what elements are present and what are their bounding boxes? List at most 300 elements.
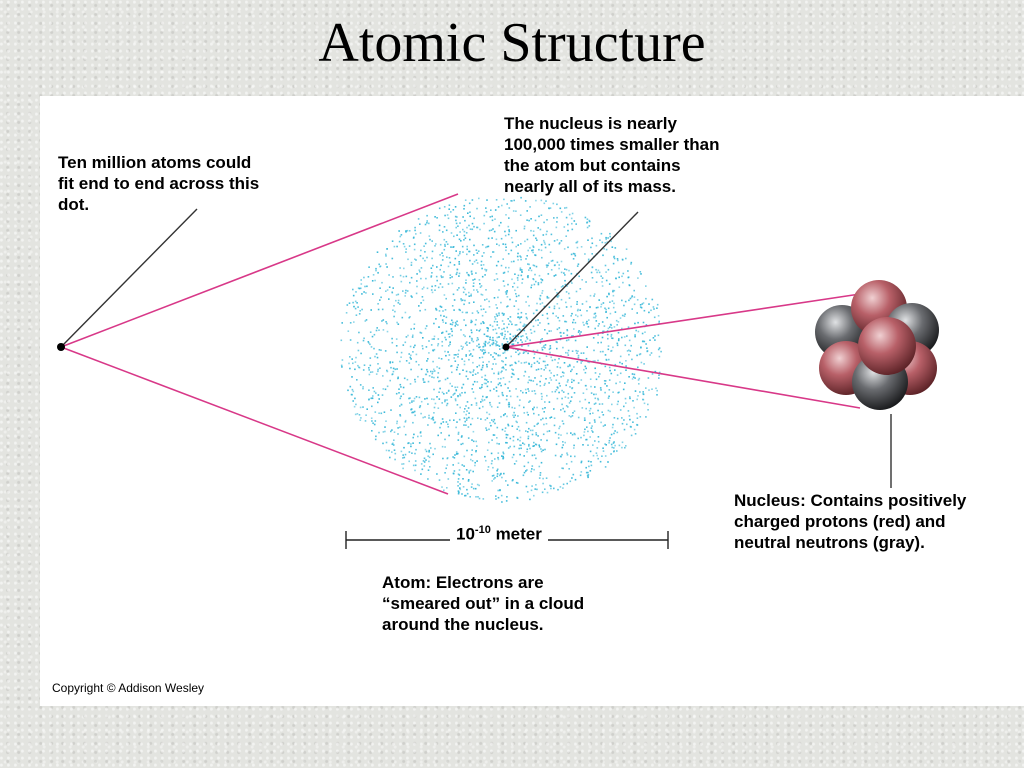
electron-dot	[514, 415, 516, 417]
electron-dot	[599, 239, 601, 241]
electron-dot	[390, 367, 392, 369]
electron-dot	[394, 431, 396, 433]
electron-dot	[528, 390, 530, 392]
electron-dot	[513, 416, 515, 418]
electron-dot	[437, 345, 439, 347]
electron-dot	[596, 272, 598, 274]
electron-dot	[486, 366, 488, 368]
electron-dot	[586, 389, 588, 391]
electron-dot	[351, 376, 353, 378]
electron-dot	[463, 292, 465, 294]
electron-dot	[471, 320, 473, 322]
electron-dot	[569, 386, 571, 388]
electron-dot	[396, 345, 398, 347]
electron-dot	[584, 417, 586, 419]
electron-dot	[628, 326, 630, 328]
electron-dot	[582, 322, 584, 324]
electron-dot	[532, 408, 534, 410]
electron-dot	[515, 363, 517, 365]
electron-dot	[637, 277, 639, 279]
electron-dot	[493, 434, 495, 436]
electron-dot	[443, 393, 445, 395]
electron-dot	[582, 303, 584, 305]
electron-dot	[617, 343, 619, 345]
electron-dot	[467, 378, 469, 380]
electron-dot	[605, 455, 607, 457]
electron-dot	[589, 422, 591, 424]
electron-dot	[575, 255, 577, 257]
electron-dot	[497, 473, 499, 475]
electron-dot	[566, 217, 568, 219]
electron-dot	[465, 355, 467, 357]
electron-dot	[357, 306, 359, 308]
electron-dot	[418, 305, 420, 307]
electron-dot	[515, 351, 517, 353]
electron-dot	[625, 398, 627, 400]
electron-dot	[373, 274, 375, 276]
electron-dot	[531, 468, 533, 470]
electron-dot	[416, 293, 418, 295]
electron-dot	[575, 223, 577, 225]
electron-dot	[617, 401, 619, 403]
electron-dot	[360, 417, 362, 419]
electron-dot	[505, 235, 507, 237]
electron-dot	[524, 324, 526, 326]
electron-dot	[385, 263, 387, 265]
electron-dot	[399, 303, 401, 305]
electron-dot	[557, 239, 559, 241]
electron-dot	[527, 275, 529, 277]
electron-dot	[466, 469, 468, 471]
electron-dot	[486, 199, 488, 201]
electron-dot	[455, 227, 457, 229]
electron-dot	[455, 427, 457, 429]
electron-dot	[451, 276, 453, 278]
electron-dot	[407, 443, 409, 445]
electron-dot	[443, 271, 445, 273]
electron-dot	[534, 331, 536, 333]
electron-dot	[472, 371, 474, 373]
electron-dot	[470, 295, 472, 297]
electron-dot	[405, 292, 407, 294]
electron-dot	[560, 208, 562, 210]
electron-dot	[498, 396, 500, 398]
electron-dot	[457, 324, 459, 326]
electron-dot	[602, 403, 604, 405]
electron-dot	[498, 336, 500, 338]
electron-dot	[424, 398, 426, 400]
electron-dot	[414, 227, 416, 229]
electron-dot	[617, 345, 619, 347]
electron-dot	[366, 286, 368, 288]
electron-dot	[529, 448, 531, 450]
electron-dot	[533, 246, 535, 248]
electron-dot	[595, 394, 597, 396]
electron-dot	[475, 441, 477, 443]
electron-dot	[437, 435, 439, 437]
electron-dot	[400, 236, 402, 238]
electron-dot	[542, 478, 544, 480]
electron-dot	[514, 283, 516, 285]
electron-dot	[518, 448, 520, 450]
electron-dot	[543, 234, 545, 236]
electron-dot	[590, 451, 592, 453]
electron-dot	[452, 394, 454, 396]
electron-dot	[429, 235, 431, 237]
electron-dot	[545, 418, 547, 420]
electron-dot	[362, 406, 364, 408]
electron-dot	[539, 446, 541, 448]
electron-dot	[562, 447, 564, 449]
electron-dot	[556, 217, 558, 219]
electron-dot	[600, 351, 602, 353]
electron-dot	[577, 310, 579, 312]
electron-dot	[444, 401, 446, 403]
electron-dot	[460, 298, 462, 300]
electron-dot	[557, 329, 559, 331]
electron-dot	[372, 280, 374, 282]
electron-dot	[601, 411, 603, 413]
electron-dot	[560, 376, 562, 378]
electron-dot	[415, 233, 417, 235]
electron-dot	[427, 455, 429, 457]
electron-dot	[593, 337, 595, 339]
electron-dot	[529, 247, 531, 249]
electron-dot	[544, 329, 546, 331]
electron-dot	[414, 323, 416, 325]
electron-dot	[605, 242, 607, 244]
electron-dot	[503, 338, 505, 340]
electron-dot	[425, 459, 427, 461]
electron-dot	[461, 387, 463, 389]
electron-dot	[571, 379, 573, 381]
electron-dot	[395, 300, 397, 302]
electron-dot	[573, 474, 575, 476]
electron-dot	[449, 354, 451, 356]
electron-dot	[620, 409, 622, 411]
electron-dot	[446, 331, 448, 333]
electron-dot	[458, 275, 460, 277]
electron-dot	[473, 289, 475, 291]
electron-dot	[616, 450, 618, 452]
electron-dot	[488, 246, 490, 248]
electron-dot	[506, 291, 508, 293]
electron-dot	[455, 250, 457, 252]
electron-dot	[519, 454, 521, 456]
electron-dot	[489, 230, 491, 232]
electron-dot	[458, 287, 460, 289]
electron-dot	[495, 209, 497, 211]
electron-dot	[444, 446, 446, 448]
electron-dot	[526, 255, 528, 257]
electron-dot	[591, 392, 593, 394]
electron-dot	[457, 395, 459, 397]
electron-dot	[420, 255, 422, 257]
electron-dot	[495, 498, 497, 500]
electron-dot	[532, 278, 534, 280]
electron-dot	[454, 393, 456, 395]
electron-dot	[529, 400, 531, 402]
electron-dot	[437, 377, 439, 379]
electron-dot	[533, 413, 535, 415]
electron-dot	[583, 435, 585, 437]
electron-dot	[416, 354, 418, 356]
electron-dot	[473, 245, 475, 247]
electron-dot	[468, 251, 470, 253]
electron-dot	[627, 350, 629, 352]
electron-dot	[368, 369, 370, 371]
electron-dot	[621, 447, 623, 449]
electron-dot	[635, 330, 637, 332]
electron-dot	[549, 330, 551, 332]
electron-dot	[554, 264, 556, 266]
electron-dot	[631, 359, 633, 361]
electron-dot	[609, 411, 611, 413]
electron-dot	[617, 258, 619, 260]
electron-dot	[359, 313, 361, 315]
electron-dot	[421, 332, 423, 334]
electron-dot	[483, 223, 485, 225]
electron-dot	[496, 265, 498, 267]
electron-dot	[376, 353, 378, 355]
electron-dot	[518, 295, 520, 297]
electron-dot	[509, 299, 511, 301]
electron-dot	[565, 385, 567, 387]
electron-dot	[616, 324, 618, 326]
electron-dot	[642, 303, 644, 305]
electron-dot	[541, 451, 543, 453]
electron-dot	[463, 239, 465, 241]
electron-dot	[545, 200, 547, 202]
electron-dot	[449, 344, 451, 346]
electron-dot	[438, 287, 440, 289]
electron-dot	[508, 267, 510, 269]
electron-dot	[538, 444, 540, 446]
nucleus-point	[503, 344, 510, 351]
electron-dot	[413, 465, 415, 467]
electron-dot	[405, 248, 407, 250]
electron-dot	[507, 284, 509, 286]
electron-dot	[517, 277, 519, 279]
electron-dot	[420, 250, 422, 252]
electron-dot	[541, 368, 543, 370]
electron-dot	[595, 372, 597, 374]
electron-dot	[488, 361, 490, 363]
electron-dot	[461, 345, 463, 347]
electron-dot	[362, 386, 364, 388]
electron-dot	[486, 379, 488, 381]
electron-dot	[499, 348, 501, 350]
electron-dot	[484, 349, 486, 351]
electron-dot	[528, 305, 530, 307]
electron-dot	[370, 331, 372, 333]
electron-dot	[613, 451, 615, 453]
electron-dot	[536, 369, 538, 371]
electron-dot	[501, 367, 503, 369]
electron-dot	[577, 241, 579, 243]
electron-dot	[389, 380, 391, 382]
electron-dot	[363, 277, 365, 279]
electron-dot	[556, 341, 558, 343]
electron-dot	[418, 364, 420, 366]
electron-dot	[413, 412, 415, 414]
electron-dot	[519, 352, 521, 354]
electron-dot	[530, 430, 532, 432]
electron-dot	[479, 408, 481, 410]
electron-dot	[444, 249, 446, 251]
electron-dot	[564, 411, 566, 413]
electron-dot	[425, 449, 427, 451]
electron-dot	[451, 372, 453, 374]
electron-dot	[462, 251, 464, 253]
electron-dot	[502, 361, 504, 363]
electron-dot	[373, 348, 375, 350]
electron-dot	[555, 432, 557, 434]
electron-dot	[453, 309, 455, 311]
electron-dot	[473, 218, 475, 220]
electron-dot	[451, 396, 453, 398]
electron-dot	[557, 362, 559, 364]
electron-dot	[610, 324, 612, 326]
electron-dot	[469, 371, 471, 373]
electron-dot	[481, 384, 483, 386]
electron-dot	[496, 437, 498, 439]
electron-dot	[643, 363, 645, 365]
electron-dot	[496, 470, 498, 472]
electron-dot	[483, 252, 485, 254]
electron-dot	[487, 381, 489, 383]
electron-dot	[544, 347, 546, 349]
electron-dot	[547, 431, 549, 433]
electron-dot	[494, 352, 496, 354]
electron-dot	[527, 353, 529, 355]
electron-dot	[549, 485, 551, 487]
electron-dot	[543, 434, 545, 436]
electron-dot	[572, 434, 574, 436]
electron-dot	[394, 459, 396, 461]
electron-dot	[485, 352, 487, 354]
electron-dot	[473, 226, 475, 228]
electron-dot	[440, 432, 442, 434]
electron-dot	[618, 272, 620, 274]
electron-dot	[414, 249, 416, 251]
electron-dot	[533, 442, 535, 444]
electron-dot	[599, 373, 601, 375]
electron-dot	[464, 220, 466, 222]
electron-dot	[501, 238, 503, 240]
electron-dot	[658, 349, 660, 351]
electron-dot	[426, 360, 428, 362]
electron-dot	[399, 361, 401, 363]
electron-dot	[574, 456, 576, 458]
electron-dot	[609, 283, 611, 285]
electron-dot	[617, 418, 619, 420]
electron-dot	[448, 390, 450, 392]
electron-dot	[647, 404, 649, 406]
electron-dot	[554, 425, 556, 427]
electron-dot	[579, 401, 581, 403]
electron-dot	[368, 367, 370, 369]
electron-dot	[484, 379, 486, 381]
electron-dot	[624, 315, 626, 317]
electron-dot	[399, 405, 401, 407]
electron-dot	[365, 292, 367, 294]
electron-dot	[472, 374, 474, 376]
electron-dot	[594, 293, 596, 295]
electron-dot	[567, 454, 569, 456]
electron-dot	[637, 424, 639, 426]
electron-dot	[407, 290, 409, 292]
electron-dot	[471, 338, 473, 340]
electron-dot	[468, 426, 470, 428]
electron-dot	[442, 345, 444, 347]
electron-dot	[393, 305, 395, 307]
electron-dot	[420, 473, 422, 475]
electron-dot	[587, 475, 589, 477]
electron-dot	[392, 362, 394, 364]
electron-dot	[431, 286, 433, 288]
electron-dot	[511, 261, 513, 263]
electron-dot	[355, 291, 357, 293]
electron-dot	[375, 392, 377, 394]
electron-dot	[529, 340, 531, 342]
electron-dot	[459, 469, 461, 471]
electron-dot	[491, 406, 493, 408]
electron-dot	[578, 417, 580, 419]
electron-dot	[489, 337, 491, 339]
electron-dot	[499, 355, 501, 357]
electron-dot	[631, 435, 633, 437]
electron-dot	[504, 336, 506, 338]
electron-dot	[476, 208, 478, 210]
electron-dot	[446, 317, 448, 319]
electron-dot	[467, 493, 469, 495]
electron-dot	[450, 274, 452, 276]
electron-dot	[506, 338, 508, 340]
electron-dot	[612, 427, 614, 429]
electron-dot	[355, 301, 357, 303]
electron-dot	[539, 299, 541, 301]
electron-dot	[504, 430, 506, 432]
electron-dot	[461, 435, 463, 437]
electron-dot	[586, 321, 588, 323]
electron-dot	[446, 464, 448, 466]
electron-dot	[455, 412, 457, 414]
electron-dot	[464, 361, 466, 363]
electron-dot	[470, 228, 472, 230]
electron-dot	[567, 330, 569, 332]
electron-dot	[541, 347, 543, 349]
electron-dot	[546, 477, 548, 479]
electron-dot	[507, 484, 509, 486]
electron-dot	[589, 436, 591, 438]
electron-dot	[354, 398, 356, 400]
electron-dot	[426, 325, 428, 327]
electron-dot	[457, 354, 459, 356]
electron-dot	[485, 460, 487, 462]
electron-dot	[526, 318, 528, 320]
electron-dot	[427, 403, 429, 405]
electron-dot	[482, 255, 484, 257]
electron-dot	[512, 369, 514, 371]
electron-dot	[517, 439, 519, 441]
electron-dot	[393, 316, 395, 318]
electron-dot	[499, 402, 501, 404]
electron-dot	[489, 306, 491, 308]
electron-dot	[587, 444, 589, 446]
electron-dot	[540, 439, 542, 441]
electron-dot	[574, 392, 576, 394]
